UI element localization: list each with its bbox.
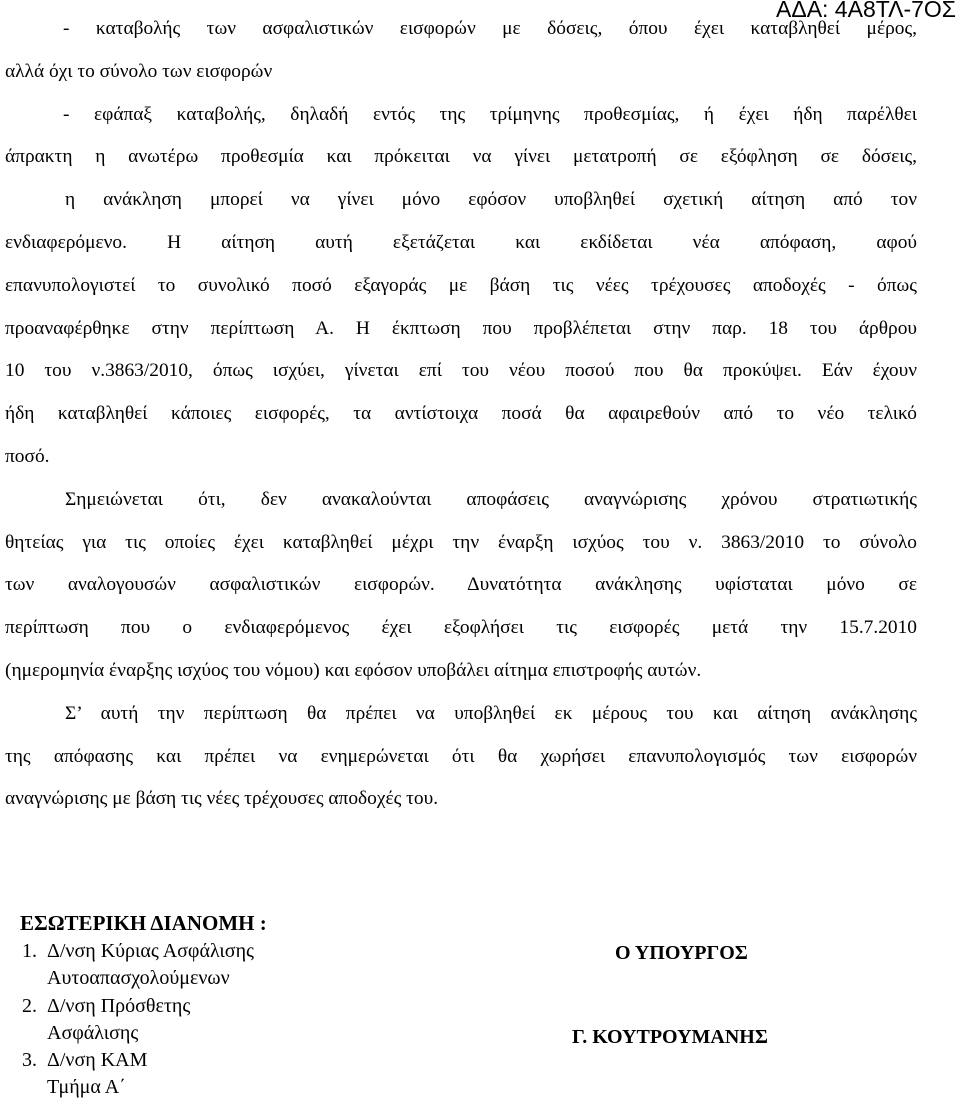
- distribution-item-line: Αυτοαπασχολούμενων: [47, 967, 230, 990]
- distribution-item-number: 2.: [22, 994, 37, 1017]
- body-line: θητείας για τις οποίες έχει καταβληθεί μέχρι την έναρξη ισχύος του ν. 3863/2010 το σύνολο: [5, 531, 917, 553]
- body-line: 10 του ν.3863/2010, όπως ισχύει, γίνεται επί του νέου ποσού που θα προκύψει. Εάν έχουν: [5, 360, 917, 382]
- body-line: περίπτωση που ο ενδιαφερόμενος έχει εξοφλήσει τις εισφορές μετά την 15.7.2010: [5, 617, 917, 639]
- distribution-item: [22, 1047, 254, 1102]
- distribution-item: [22, 993, 254, 1048]
- body-line: - εφάπαξ καταβολής, δηλαδή εντός της τρίμηνης προθεσμίας, ή έχει ήδη παρέλθει: [63, 103, 917, 125]
- signature-title: Ο ΥΠΟΥΡΓΟΣ: [615, 942, 748, 964]
- document-body: [5, 8, 917, 821]
- distribution-item-line: Ασφάλισης: [47, 1021, 139, 1044]
- body-line: προαναφέρθηκε στην περίπτωση Α. Η έκπτωση που προβλέπεται στην παρ. 18 του άρθρου: [5, 317, 917, 339]
- body-line: Σημειώνεται ότι, δεν ανακαλούνται αποφάσεις αναγνώρισης χρόνου στρατιωτικής: [65, 488, 917, 510]
- body-line: επανυπολογιστεί το συνολικό ποσό εξαγοράς με βάση τις νέες τρέχουσες αποδοχές - όπως: [5, 274, 917, 296]
- distribution-item-line: Δ/νση Πρόσθετης: [47, 994, 191, 1017]
- body-line: άπρακτη η ανωτέρω προθεσμία και πρόκειται να γίνει μετατροπή σε εξόφληση σε δόσεις,: [5, 146, 917, 168]
- body-line: ήδη καταβληθεί κάποιες εισφορές, τα αντίστοιχα ποσά θα αφαιρεθούν από το νέο τελικό: [5, 403, 917, 425]
- distribution-list: [22, 938, 254, 1102]
- distribution-item-number: 1.: [22, 940, 37, 962]
- distribution-item-line: Τμήμα Α΄: [47, 1076, 126, 1099]
- body-line: Σ’ αυτή την περίπτωση θα πρέπει να υποβληθεί εκ μέρους του και αίτηση ανάκλησης: [65, 702, 917, 724]
- distribution-item-number: 3.: [22, 1049, 37, 1072]
- ada-code: ΑΔΑ: 4Α8ΤΛ-7ΟΣ: [775, 0, 956, 22]
- body-line: αλλά όχι το σύνολο των εισφορών: [5, 60, 273, 82]
- distribution-item-line: Δ/νση ΚΑΜ: [47, 1049, 148, 1072]
- body-line: ποσό.: [5, 445, 50, 467]
- body-line: (ημερομηνία έναρξης ισχύος του νόμου) και εφόσον υποβάλει αίτημα επιστροφής αυτών.: [5, 659, 702, 681]
- body-line: αναγνώρισης με βάση τις νέες τρέχουσες αποδοχές του.: [5, 788, 439, 810]
- body-line: - καταβολής των ασφαλιστικών εισφορών με δόσεις, όπου έχει καταβληθεί μέρος,: [63, 18, 917, 39]
- body-line: της απόφασης και πρέπει να ενημερώνεται ότι θα χωρήσει επανυπολογισμός των εισφορών: [5, 745, 917, 767]
- distribution-heading: ΕΣΩΤΕΡΙΚΗ ΔΙΑΝΟΜΗ :: [20, 911, 267, 935]
- signature-name: Γ. ΚΟΥΤΡΟΥΜΑΝΗΣ: [572, 1026, 768, 1048]
- body-line: η ανάκληση μπορεί να γίνει μόνο εφόσον υποβληθεί σχετική αίτηση από τον: [65, 189, 917, 211]
- body-line: ενδιαφερόμενο. Η αίτηση αυτή εξετάζεται και εκδίδεται νέα απόφαση, αφού: [5, 231, 917, 253]
- body-line: των αναλογουσών ασφαλιστικών εισφορών. Δυνατότητα ανάκλησης υφίσταται μόνο σε: [5, 574, 917, 596]
- distribution-item-line: Δ/νση Κύριας Ασφάλισης: [47, 940, 254, 962]
- distribution-item: [22, 938, 254, 993]
